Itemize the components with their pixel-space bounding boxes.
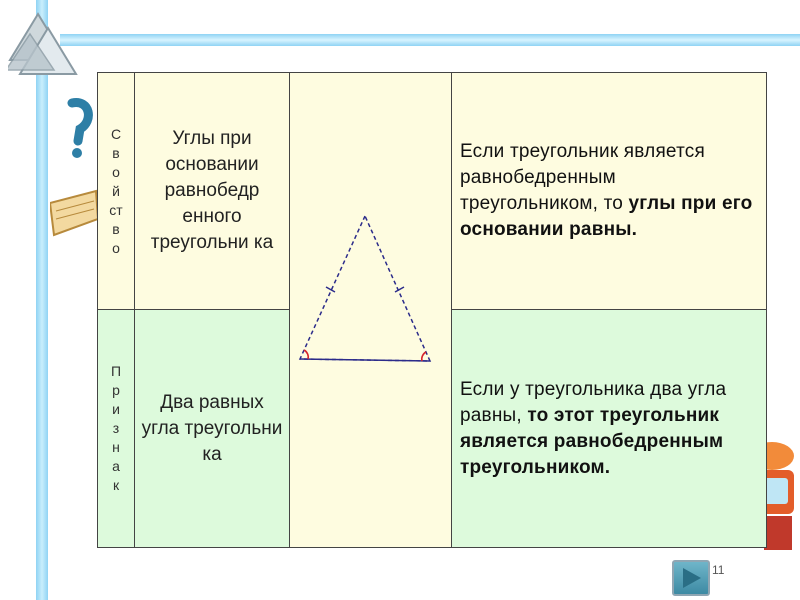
next-slide-button[interactable] (672, 560, 710, 596)
property-description-cell (452, 73, 767, 310)
property-type-label: С в о й ст в о (109, 125, 123, 256)
triangle-logo-icon (8, 10, 88, 80)
page-number: 11 (712, 563, 725, 577)
sign-description-cell (452, 310, 767, 548)
property-name: Углы при основании равнобедр енного треугольни ка (150, 128, 274, 253)
next-arrow-icon (674, 562, 708, 594)
sign-description: Если у треугольника два угла равны, то этот треугольник является равнобедренным треугольником. (460, 378, 727, 478)
sign-type-cell (98, 310, 135, 548)
top-accent-bar (60, 34, 800, 46)
base-angle-left (304, 350, 308, 359)
property-type-cell (98, 73, 135, 310)
isosceles-triangle-figure (290, 73, 452, 547)
property-name-cell (135, 73, 290, 310)
side-tick-left (326, 287, 335, 292)
sign-type-label: П р и з н а к (110, 363, 122, 493)
comparison-table (97, 72, 767, 548)
left-accent-bar (36, 0, 48, 600)
property-description: Если треугольник является равнобедренным треугольником, то углы при его основании равны. (460, 141, 753, 240)
sign-name: Два равных угла треугольни ка (141, 391, 283, 465)
sign-name-cell (135, 310, 290, 548)
property-row (98, 73, 767, 310)
base-angle-right (422, 352, 426, 361)
question-book-icon (50, 95, 100, 255)
figure-cell (290, 73, 452, 548)
